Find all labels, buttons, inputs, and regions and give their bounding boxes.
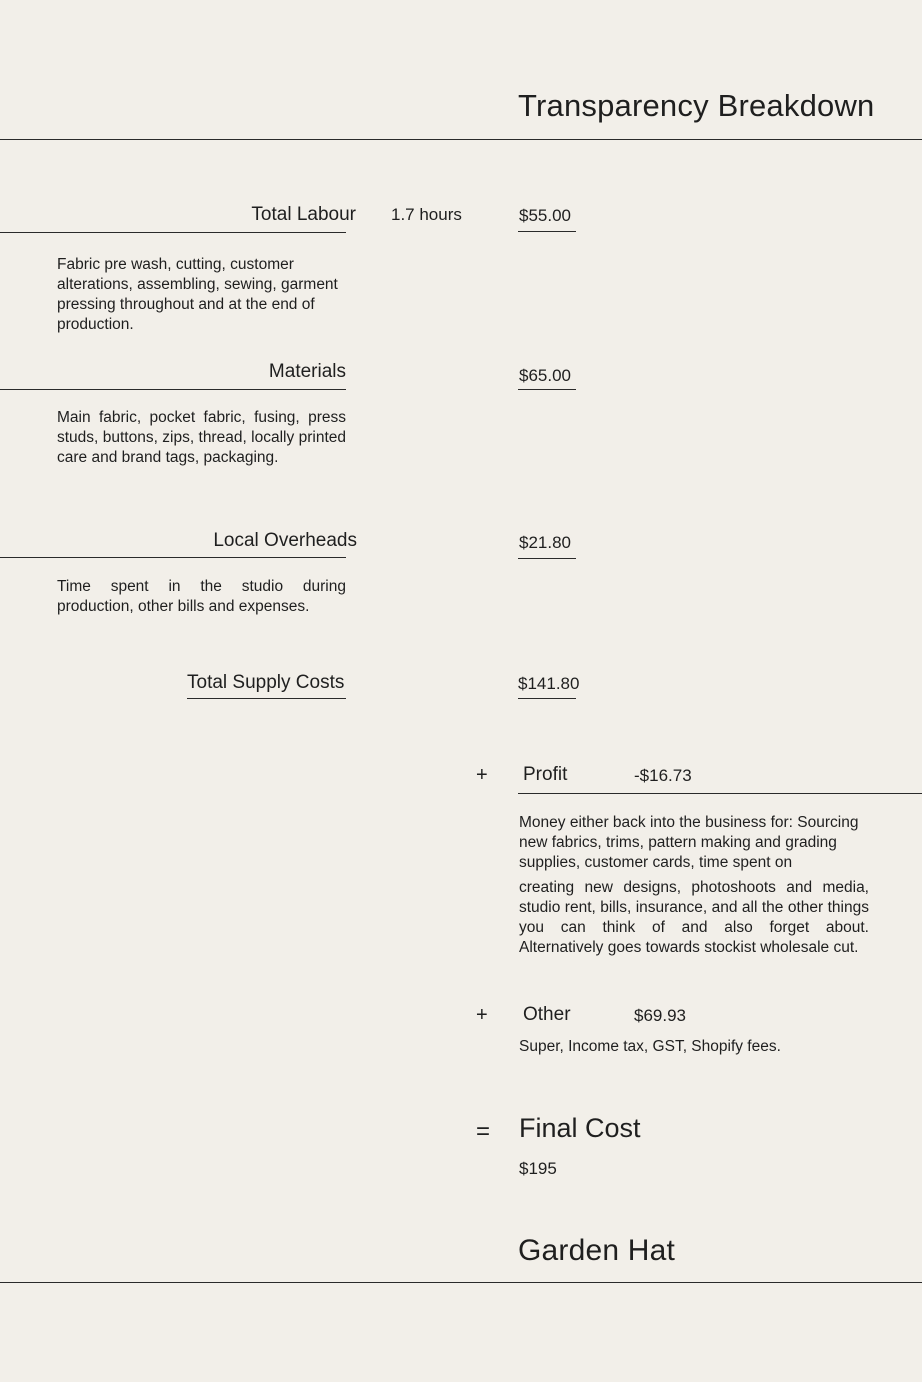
labour-label: Total Labour — [251, 204, 356, 225]
supply-underline — [187, 698, 346, 699]
profit-value: -$16.73 — [634, 766, 692, 785]
supply-price-underline — [518, 698, 576, 699]
materials-label: Materials — [268, 361, 346, 382]
other-value: $69.93 — [634, 1006, 686, 1025]
labour-price: $55.00 — [519, 206, 571, 225]
header-divider — [0, 139, 922, 140]
other-label: Other — [523, 1004, 571, 1025]
labour-description: Fabric pre wash, cutting, customer alterations, assembling, sewing, garment pressing throughout and at the end of production. — [57, 256, 338, 333]
equals-operator: = — [476, 1118, 491, 1145]
overheads-description: Time spent in the studio during production, other bills and expenses. — [57, 578, 346, 615]
profit-description-1: Money either back into the business for: Sourcing new fabrics, trims, pattern making and grading supplies, customer cards, time spent on — [519, 814, 859, 871]
overheads-price-underline — [518, 558, 576, 559]
plus-operator: + — [476, 1004, 488, 1026]
footer-divider — [0, 1282, 922, 1283]
final-cost-value: $195 — [519, 1159, 557, 1178]
labour-hours: 1.7 hours — [391, 205, 462, 224]
overheads-label: Local Overheads — [213, 530, 357, 551]
plus-operator: + — [476, 764, 488, 786]
materials-divider — [0, 389, 346, 390]
profit-label: Profit — [523, 764, 568, 785]
supply-label: Total Supply Costs — [187, 672, 345, 693]
page-title: Transparency Breakdown — [518, 88, 875, 123]
final-cost-label: Final Cost — [519, 1113, 641, 1143]
materials-price: $65.00 — [519, 366, 571, 385]
materials-price-underline — [518, 389, 576, 390]
overheads-divider — [0, 557, 346, 558]
supply-price: $141.80 — [518, 674, 580, 693]
labour-divider — [0, 232, 346, 233]
overheads-price: $21.80 — [519, 533, 571, 552]
materials-description: Main fabric, pocket fabric, fusing, press studs, buttons, zips, thread, locally printed care and brand tags, packaging. — [57, 409, 346, 466]
product-name: Garden Hat — [518, 1234, 676, 1267]
labour-price-underline — [518, 231, 576, 232]
profit-divider — [518, 793, 922, 794]
other-description: Super, Income tax, GST, Shopify fees. — [519, 1038, 781, 1055]
profit-description-2: creating new designs, photoshoots and media, studio rent, bills, insurance, and all the other things you can think of and also forget about. Alternatively goes towards stockist wholesale cut. — [519, 879, 869, 956]
